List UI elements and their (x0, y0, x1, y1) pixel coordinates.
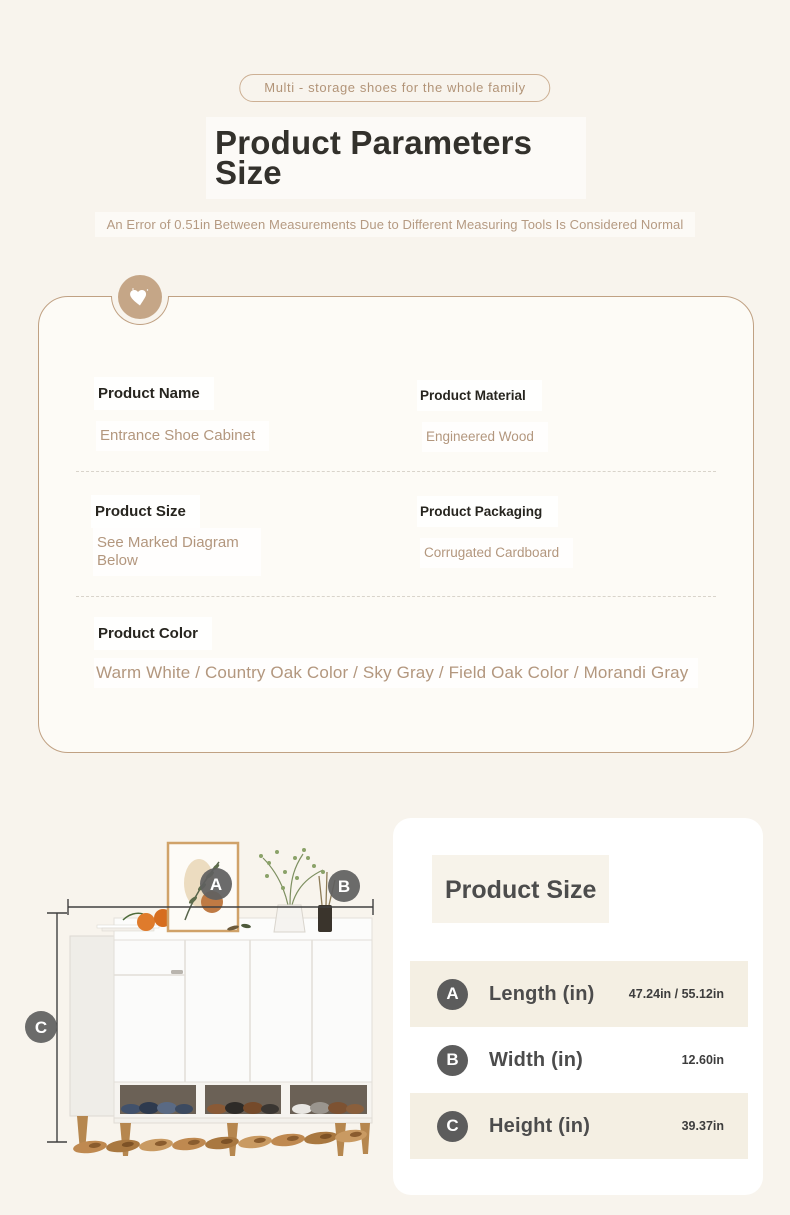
size-row-length (410, 961, 748, 1027)
svg-text:C: C (34, 1018, 48, 1037)
cabinet-dimension-diagram (25, 828, 390, 1173)
length-value: 47.24in / 55.12in (628, 987, 724, 1001)
product-material-label-cell (417, 380, 542, 411)
product-size-value-cell (93, 528, 283, 576)
product-packaging-value: Corrugated Cardboard (420, 538, 573, 568)
size-row-height (410, 1093, 748, 1159)
height-label: Height (in) (489, 1114, 591, 1137)
product-packaging-value-cell (420, 538, 573, 568)
svg-text:A: A (209, 875, 223, 894)
cabinet-side-panel (70, 936, 114, 1116)
page-title-line2: Size (215, 154, 282, 191)
heart-icon (118, 275, 162, 319)
product-color-label: Product Color (94, 617, 212, 650)
product-size-panel (393, 818, 763, 1195)
product-packaging-label: Product Packaging (417, 496, 558, 527)
product-color-value: Warm White / Country Oak Color / Sky Gray / Field Oak Color / Morandi Gray (94, 658, 698, 688)
slippers-row (72, 1128, 367, 1155)
product-color-value-cell (94, 658, 698, 688)
product-packaging-label-cell (417, 496, 558, 527)
size-row-width (410, 1027, 748, 1093)
marker-c (25, 1011, 57, 1043)
product-size-value: See Marked Diagram Below (93, 528, 261, 576)
product-name-value: Entrance Shoe Cabinet (96, 421, 269, 451)
length-label: Length (in) (489, 982, 595, 1005)
product-name-label-cell (94, 377, 214, 410)
drawer-handle (171, 970, 183, 974)
product-material-value: Engineered Wood (422, 422, 548, 452)
cabinet-front (114, 940, 372, 1082)
page-title-line1: Product Parameters (215, 124, 533, 161)
marker-b-badge: B (437, 1045, 468, 1076)
divider (76, 471, 716, 472)
tagline-pill: Multi - storage shoes for the whole family (239, 74, 550, 102)
product-color-label-cell (94, 617, 212, 650)
marker-b (328, 870, 360, 902)
width-value: 12.60in (681, 1053, 724, 1067)
orange-fruit (137, 913, 155, 931)
marker-a (200, 868, 232, 900)
svg-text:B: B (337, 877, 351, 896)
measurement-note: An Error of 0.51in Between Measurements Due to Different Measuring Tools Is Considered Normal (95, 212, 696, 237)
subtitle-row (0, 212, 790, 237)
size-table (410, 961, 748, 1159)
product-material-label: Product Material (417, 380, 542, 411)
product-name-value-cell (96, 421, 269, 451)
marker-a-badge: A (437, 979, 468, 1010)
product-material-value-cell (422, 422, 548, 452)
product-name-label: Product Name (94, 377, 214, 410)
product-size-label: Product Size (91, 495, 200, 528)
product-size-label-cell (91, 495, 200, 528)
parameters-card (38, 296, 754, 753)
size-panel-title: Product Size (445, 876, 597, 904)
width-label: Width (in) (489, 1048, 584, 1071)
height-value: 39.37in (681, 1119, 724, 1133)
page-title (215, 124, 533, 191)
marker-c-badge: C (437, 1111, 468, 1142)
divider (76, 596, 716, 597)
